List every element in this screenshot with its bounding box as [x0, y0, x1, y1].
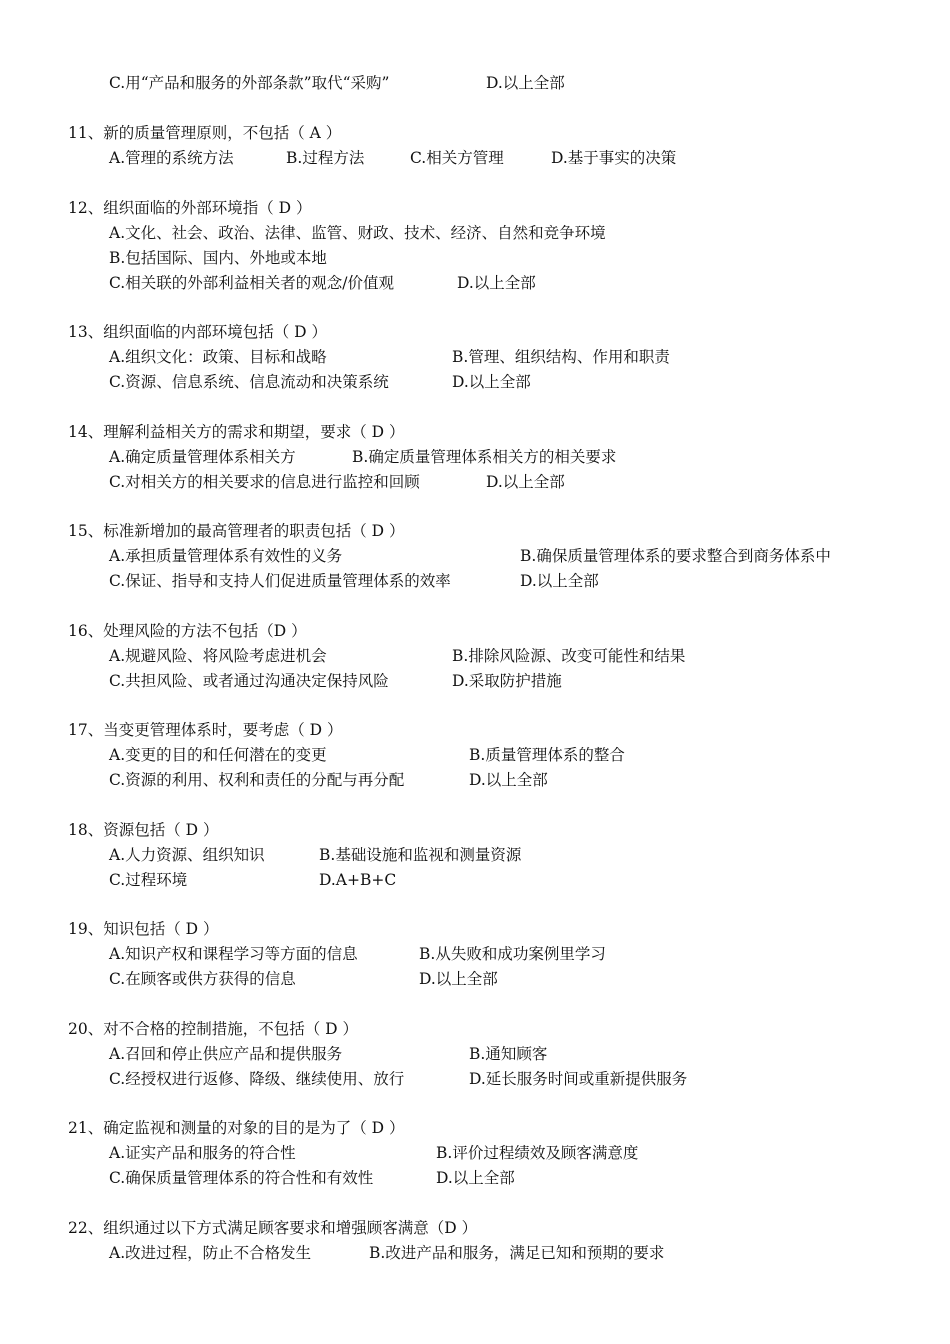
option-20-c: C.经授权进行返修、降级、继续使用、放行 — [109, 1070, 405, 1088]
option-14-c: C.对相关方的相关要求的信息进行监控和回顾 — [109, 473, 420, 491]
option-14-a: A.确定质量管理体系相关方 — [109, 448, 296, 466]
option-19-c: C.在顾客或供方获得的信息 — [109, 970, 296, 988]
question-22: 22、组织通过以下方式满足顾客要求和增强顾客满意（D ） — [68, 1219, 478, 1237]
option-15-c: C.保证、指导和支持人们促进质量管理体系的效率 — [109, 572, 451, 590]
option-18-b: B.基础设施和监视和测量资源 — [319, 846, 522, 864]
option-21-b: B.评价过程绩效及顾客满意度 — [436, 1144, 639, 1162]
option-16-a: A.规避风险、将风险考虑进机会 — [109, 647, 327, 665]
option-21-d: D.以上全部 — [436, 1169, 515, 1187]
option-21-c: C.确保质量管理体系的符合性和有效性 — [109, 1169, 374, 1187]
option-19-d: D.以上全部 — [419, 970, 498, 988]
option-11-a: A.管理的系统方法 — [109, 149, 234, 167]
question-13: 13、组织面临的内部环境包括（ D ） — [68, 323, 328, 341]
option-12-b: B.包括国际、国内、外地或本地 — [109, 249, 327, 267]
question-14: 14、理解利益相关方的需求和期望，要求（ D ） — [68, 423, 405, 441]
option-20-a: A.召回和停止供应产品和提供服务 — [109, 1045, 343, 1063]
question-19: 19、知识包括（ D ） — [68, 920, 219, 938]
option-13-d: D.以上全部 — [452, 373, 531, 391]
question-12: 12、组织面临的外部环境指（ D ） — [68, 199, 312, 217]
option-13-c: C.资源、信息系统、信息流动和决策系统 — [109, 373, 389, 391]
option-15-a: A.承担质量管理体系有效性的义务 — [109, 547, 343, 565]
question-17: 17、当变更管理体系时，要考虑（ D ） — [68, 721, 343, 739]
question-15: 15、标准新增加的最高管理者的职责包括（ D ） — [68, 522, 405, 540]
option-14-b: B.确定质量管理体系相关方的相关要求 — [352, 448, 617, 466]
option-19-a: A.知识产权和课程学习等方面的信息 — [109, 945, 358, 963]
option-17-a: A.变更的目的和任何潜在的变更 — [109, 746, 327, 764]
option-16-b: B.排除风险源、改变可能性和结果 — [452, 647, 686, 665]
option-19-b: B.从失败和成功案例里学习 — [419, 945, 606, 963]
option-11-c: C.相关方管理 — [410, 149, 504, 167]
question-21: 21、确定监视和测量的对象的目的是为了（ D ） — [68, 1119, 405, 1137]
option-22-b: B.改进产品和服务，满足已知和预期的要求 — [369, 1244, 665, 1262]
option-22-a: A.改进过程，防止不合格发生 — [109, 1244, 312, 1262]
option-20-d: D.延长服务时间或重新提供服务 — [469, 1070, 688, 1088]
option-11-d: D.基于事实的决策 — [551, 149, 677, 167]
option-12-a: A.文化、社会、政治、法律、监管、财政、技术、经济、自然和竞争环境 — [109, 224, 606, 242]
option-21-a: A.证实产品和服务的符合性 — [109, 1144, 296, 1162]
question-16: 16、处理风险的方法不包括（D ） — [68, 622, 307, 640]
option-13-b: B.管理、组织结构、作用和职责 — [452, 348, 670, 366]
option-15-b: B.确保质量管理体系的要求整合到商务体系中 — [520, 547, 831, 565]
option-18-a: A.人力资源、组织知识 — [109, 846, 265, 864]
option-17-b: B.质量管理体系的整合 — [469, 746, 625, 764]
option-10-d: D.以上全部 — [486, 74, 565, 92]
option-16-d: D.采取防护措施 — [452, 672, 562, 690]
question-11: 11、新的质量管理原则，不包括（ A ） — [68, 124, 342, 142]
option-12-c: C.相关联的外部利益相关者的观念/价值观 — [109, 274, 394, 292]
option-14-d: D.以上全部 — [486, 473, 565, 491]
option-10-c: C.用“产品和服务的外部条款”取代“采购” — [109, 74, 390, 92]
option-18-c: C.过程环境 — [109, 871, 188, 889]
question-18: 18、资源包括（ D ） — [68, 821, 219, 839]
option-18-d: D.A+B+C — [319, 871, 397, 889]
option-20-b: B.通知顾客 — [469, 1045, 548, 1063]
option-17-d: D.以上全部 — [469, 771, 548, 789]
option-17-c: C.资源的利用、权利和责任的分配与再分配 — [109, 771, 405, 789]
option-11-b: B.过程方法 — [286, 149, 365, 167]
option-15-d: D.以上全部 — [520, 572, 599, 590]
question-20: 20、对不合格的控制措施，不包括（ D ） — [68, 1020, 359, 1038]
option-16-c: C.共担风险、或者通过沟通决定保持风险 — [109, 672, 389, 690]
option-13-a: A.组织文化：政策、目标和战略 — [109, 348, 327, 366]
option-12-d: D.以上全部 — [457, 274, 536, 292]
